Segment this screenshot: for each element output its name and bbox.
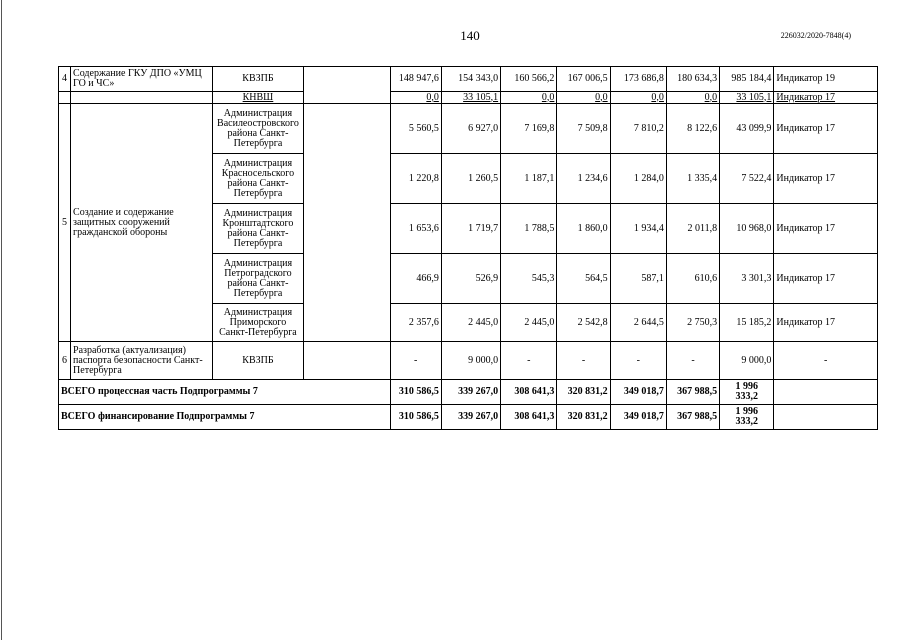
value-2024: 349 018,7 xyxy=(610,405,666,430)
value-2025: 610,6 xyxy=(666,254,719,304)
value-2023: 167 006,5 xyxy=(557,67,610,92)
value-2024: 1 284,0 xyxy=(610,154,666,204)
table-row xyxy=(59,67,878,92)
empty-cell xyxy=(304,67,390,104)
value-total: 7 522,4 xyxy=(720,154,774,204)
value-total-line-2: 333,2 xyxy=(735,416,759,427)
value-2020: 2 357,6 xyxy=(390,304,441,342)
event-name: Разработка (актуализация) паспорта безопасности Санкт-Петербурга xyxy=(71,342,213,380)
page-number: 140 xyxy=(460,28,480,43)
value-2020: 1 653,6 xyxy=(390,204,441,254)
subprogram-finance-table xyxy=(58,66,878,430)
event-name: Содержание ГКУ ДПО «УМЦ ГО и ЧС» xyxy=(71,67,213,92)
empty-cell xyxy=(774,405,878,430)
page-edge-line xyxy=(1,0,2,640)
row-number: 4 xyxy=(59,67,71,92)
value-total: 3 301,3 xyxy=(720,254,774,304)
value-2022: 1 187,1 xyxy=(501,154,557,204)
value-2020: 1 220,8 xyxy=(390,154,441,204)
document-code: 226032/2020-7848(4) xyxy=(780,31,851,40)
value-2021: 9 000,0 xyxy=(441,342,500,380)
value-2024: 173 686,8 xyxy=(610,67,666,92)
total-label: ВСЕГО процессная часть Подпрограммы 7 xyxy=(59,380,391,405)
executor: Администрация Кронштадтского района Санкт-Петербурга xyxy=(212,204,303,254)
value-total: 43 099,9 xyxy=(720,104,774,154)
empty-cell xyxy=(304,342,390,380)
value-total xyxy=(720,405,774,430)
indicator: Индикатор 17 xyxy=(774,154,878,204)
executor: Администрация Петроградского района Санкт-Петербурга xyxy=(212,254,303,304)
value-2025: 367 988,5 xyxy=(666,405,719,430)
value-2021: 6 927,0 xyxy=(441,104,500,154)
value-total: 15 185,2 xyxy=(720,304,774,342)
executor: КВЗПБ xyxy=(212,67,303,92)
value-2025: 2 011,8 xyxy=(666,204,719,254)
indicator: Индикатор 17 xyxy=(774,92,878,104)
value-2023: 7 509,8 xyxy=(557,104,610,154)
value-2025: 8 122,6 xyxy=(666,104,719,154)
executor: КВЗПБ xyxy=(212,342,303,380)
indicator: Индикатор 17 xyxy=(774,254,878,304)
value-2022: 308 641,3 xyxy=(501,380,557,405)
value-2020: 466,9 xyxy=(390,254,441,304)
value-2021: 2 445,0 xyxy=(441,304,500,342)
value-total: 985 184,4 xyxy=(720,67,774,92)
value-2020: 148 947,6 xyxy=(390,67,441,92)
value-2024: 587,1 xyxy=(610,254,666,304)
value-total: 10 968,0 xyxy=(720,204,774,254)
value-2022: 7 169,8 xyxy=(501,104,557,154)
value-2024: 349 018,7 xyxy=(610,380,666,405)
value-2020: 5 560,5 xyxy=(390,104,441,154)
indicator: Индикатор 17 xyxy=(774,304,878,342)
empty-cell xyxy=(304,104,390,342)
total-label: ВСЕГО финансирование Подпрограммы 7 xyxy=(59,405,391,430)
value-2024: - xyxy=(610,342,666,380)
value-2023: 320 831,2 xyxy=(557,380,610,405)
executor: Администрация Приморского Санкт-Петербурга xyxy=(212,304,303,342)
value-total: 9 000,0 xyxy=(720,342,774,380)
value-2021: 1 719,7 xyxy=(441,204,500,254)
event-name: Создание и содержание защитных сооружений гражданской обороны xyxy=(71,104,213,342)
value-2024: 2 644,5 xyxy=(610,304,666,342)
value-2020: 310 586,5 xyxy=(390,380,441,405)
value-2021: 339 267,0 xyxy=(441,405,500,430)
value-2024: 0,0 xyxy=(610,92,666,104)
value-2023: 1 860,0 xyxy=(557,204,610,254)
value-2022: 308 641,3 xyxy=(501,405,557,430)
value-2022: 0,0 xyxy=(501,92,557,104)
value-2022: 1 788,5 xyxy=(501,204,557,254)
empty-cell xyxy=(774,380,878,405)
indicator: Индикатор 19 xyxy=(774,67,878,92)
value-total-line-1: 1 996 xyxy=(735,381,759,392)
value-2025: - xyxy=(666,342,719,380)
value-2020: 0,0 xyxy=(390,92,441,104)
value-2023: 320 831,2 xyxy=(557,405,610,430)
value-total: 33 105,1 xyxy=(720,92,774,104)
value-2022: 2 445,0 xyxy=(501,304,557,342)
indicator: - xyxy=(774,342,878,380)
table-row xyxy=(59,104,878,154)
value-2022: 160 566,2 xyxy=(501,67,557,92)
value-2022: - xyxy=(501,342,557,380)
value-2021: 526,9 xyxy=(441,254,500,304)
empty-cell xyxy=(59,92,71,104)
value-total-line-2: 333,2 xyxy=(735,391,759,402)
value-2024: 7 810,2 xyxy=(610,104,666,154)
value-2020: 310 586,5 xyxy=(390,405,441,430)
value-2023: - xyxy=(557,342,610,380)
value-2025: 180 634,3 xyxy=(666,67,719,92)
value-2021: 1 260,5 xyxy=(441,154,500,204)
value-2023: 2 542,8 xyxy=(557,304,610,342)
value-2023: 0,0 xyxy=(557,92,610,104)
value-2025: 0,0 xyxy=(666,92,719,104)
indicator: Индикатор 17 xyxy=(774,204,878,254)
value-2021: 33 105,1 xyxy=(441,92,500,104)
value-2023: 564,5 xyxy=(557,254,610,304)
value-2021: 339 267,0 xyxy=(441,380,500,405)
value-2021: 154 343,0 xyxy=(441,67,500,92)
table-row xyxy=(59,92,878,104)
value-2020: - xyxy=(390,342,441,380)
total-row-process xyxy=(59,380,878,405)
table-row xyxy=(59,342,878,380)
indicator: Индикатор 17 xyxy=(774,104,878,154)
value-total xyxy=(720,380,774,405)
value-2025: 367 988,5 xyxy=(666,380,719,405)
value-2023: 1 234,6 xyxy=(557,154,610,204)
executor: Администрация Василеостровского района Санкт-Петербурга xyxy=(212,104,303,154)
executor: Администрация Красносельского района Санкт-Петербурга xyxy=(212,154,303,204)
value-2025: 2 750,3 xyxy=(666,304,719,342)
executor: КНВШ xyxy=(212,92,303,104)
total-row-finance xyxy=(59,405,878,430)
value-total-line-1: 1 996 xyxy=(735,406,759,417)
value-2025: 1 335,4 xyxy=(666,154,719,204)
value-2022: 545,3 xyxy=(501,254,557,304)
row-number: 5 xyxy=(59,104,71,342)
row-number: 6 xyxy=(59,342,71,380)
empty-cell xyxy=(71,92,213,104)
value-2024: 1 934,4 xyxy=(610,204,666,254)
